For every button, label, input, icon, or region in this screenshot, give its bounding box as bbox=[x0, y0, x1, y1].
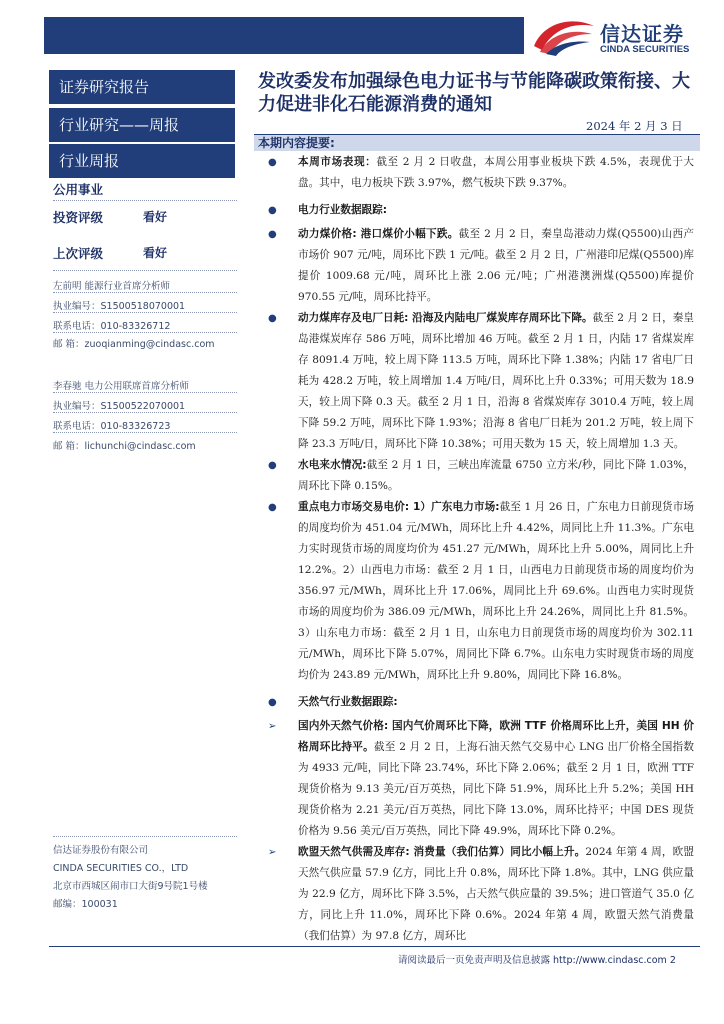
prev-rating-value: 看好 bbox=[143, 246, 168, 260]
item-text: 截至 2 月 2 日，秦皇岛港煤炭库存 586 万吨，周环比增加 46 万吨。截至 2 月 1 日，内陆 17 省煤炭库存 8091.4 万吨，较上周下降 113.5 万吨，周环比下降 1.38%；内陆 17 省电厂日耗为 428.2 万吨，较上周增加 1.4 万吨/日，周环比上升 0.33%；可用天数为 18.9 天，较上周下降 0.3 天。截至 2 月 1 日，沿海 8 省煤炭库存 3010.4 万吨，较上周下降 59.2 万吨，周环比下降 1.93%；沿海 8 省电厂日耗为 201.2 万吨，较上周下降 23.3 万吨/日，周环比下降 10.38%；可用天数为 15 天，较上周增加 1.3 天。 bbox=[298, 312, 694, 450]
analyst-license: 执业编号：S1500518070001 bbox=[53, 301, 186, 312]
summary-content bbox=[258, 152, 694, 947]
list-item bbox=[258, 692, 694, 713]
item-heading: 动力煤库存及电厂日耗: 沿海及内陆电厂煤炭库存周环比下降。 bbox=[298, 312, 593, 324]
item-heading: 本周市场表现： bbox=[298, 156, 377, 168]
item-heading: 动力煤价格: 港口煤价小幅下跌。 bbox=[298, 228, 459, 240]
item-heading: 欧盟天然气供需及库存: 消费量（我们估算）同比小幅上升。 bbox=[298, 846, 586, 858]
arrow-bullet-icon: ➢ bbox=[268, 721, 277, 732]
list-item bbox=[258, 224, 694, 308]
footer-disclaimer[interactable]: 请阅读最后一页免责声明及信息披露 http://www.cindasc.com 2 bbox=[398, 955, 676, 966]
dotted-divider bbox=[53, 270, 237, 271]
bullet-icon: ● bbox=[268, 697, 277, 708]
dotted-divider bbox=[53, 412, 237, 413]
dotted-divider bbox=[53, 432, 237, 433]
rating-value: 看好 bbox=[143, 210, 168, 224]
list-item bbox=[258, 455, 694, 497]
item-heading: 水电来水情况: bbox=[298, 459, 367, 471]
item-text: 截至 2 月 2 日，秦皇岛港动力煤(Q5500)山西产市场价 907 元/吨，周环比下跌 1 元/吨。截至 2 月 2 日，广州港印尼煤(Q5500)库提价 1009.68 元/吨，周环比上涨 2.06 元/吨；广州港澳洲煤(Q5500)库提价 970.55 元/吨，周环比持平。 bbox=[298, 228, 694, 303]
logo-english-name: CINDA SECURITIES bbox=[600, 44, 690, 55]
analyst-phone: 联系电话：010-83326723 bbox=[53, 421, 171, 432]
item-heading: 电力行业数据跟踪: bbox=[298, 204, 387, 216]
item-text: 截至 2 月 2 日收盘，本周公用事业板块下跌 4.5%，表现优于大盘。其中，电力板块下跌 3.97%，燃气板块下跌 9.37%。 bbox=[298, 156, 695, 189]
company-name: 信达证券股份有限公司 bbox=[53, 845, 149, 856]
logo-chinese-name: 信达证券 bbox=[600, 22, 684, 46]
item-text: 截至 2 月 2 日，上海石油天然气交易中心 LNG 出厂价格全国指数为 4933 元/吨，同比下降 23.74%，环比下降 2.06%；截至 2 月 1 日，欧洲 TTF 现货价格为 9.13 美元/百万英热，同比下降 51.9%，周环比上升 5.2%；美国 HH 现货价格为 2.21 美元/百万英热，同比下降 13.0%，周环比持平；中国 DES 现货价格为 9.56 美元/百万英热，同比下降 49.9%，周环比下降 0.2%。 bbox=[298, 741, 695, 837]
dotted-divider bbox=[53, 292, 237, 293]
sidebar bbox=[49, 66, 239, 946]
bullet-icon: ● bbox=[268, 502, 277, 513]
bullet-icon: ● bbox=[268, 157, 277, 168]
report-title: 发改委发布加强绿色电力证书与节能降碳政策衔接、大力促进非化石能源消费的通知 bbox=[258, 71, 690, 115]
summary-label: 本期内容提要: bbox=[258, 136, 335, 150]
item-heading: 天然气行业数据跟踪: bbox=[298, 696, 398, 708]
item-heading: 重点电力市场交易电价: 1）广东电力市场: bbox=[298, 501, 500, 513]
prev-rating-label: 上次评级 bbox=[53, 246, 104, 261]
item-text: 截至 2 月 1 日，三峡出库流量 6750 立方米/秒，同比下降 1.03%，周环比下降 0.15%。 bbox=[298, 459, 694, 492]
report-date: 2024 年 2 月 3 日 bbox=[586, 119, 683, 133]
list-item bbox=[258, 152, 694, 194]
list-item bbox=[258, 842, 694, 947]
cinda-logo bbox=[532, 14, 712, 60]
cinda-swoosh-icon bbox=[532, 16, 596, 56]
footer-divider bbox=[49, 946, 700, 947]
dotted-divider bbox=[53, 836, 237, 837]
item-text: 2024 年第 4 周，欧盟天然气供应量 57.9 亿方，同比上升 0.8%，周环比下降 1.8%。其中，LNG 供应量为 22.9 亿方，周环比下降 3.5%，占天然气供应量的 39.5%；进口管道气 35.0 亿方，同比上升 11.0%，周环比下降 0.6%。2024 年第 4 周，欧盟天然气消费量（我们估算）为 97.8 亿方，周环比 bbox=[298, 846, 694, 942]
arrow-bullet-icon: ➢ bbox=[268, 847, 277, 858]
analyst-email[interactable]: 邮 箱：lichunchi@cindasc.com bbox=[53, 441, 196, 452]
bullet-icon: ● bbox=[268, 460, 277, 471]
analyst-title: 李春驰 电力公用联席首席分析师 bbox=[53, 381, 190, 392]
report-type-label: 证券研究报告 bbox=[49, 70, 235, 104]
dotted-divider bbox=[53, 312, 237, 313]
dotted-divider bbox=[53, 332, 237, 333]
summary-header bbox=[254, 134, 700, 151]
category-label: 行业研究——周报 bbox=[49, 108, 235, 142]
list-item bbox=[258, 200, 694, 221]
analyst-email[interactable]: 邮 箱：zuoqianming@cindasc.com bbox=[53, 339, 215, 350]
item-heading: 国内外天然气价格: 国内气价周环比下降，欧洲 TTF 价格周环比上升，美国 HH 价格周环比持平。 bbox=[298, 720, 694, 753]
subcategory-label: 行业周报 bbox=[49, 144, 235, 178]
list-item bbox=[258, 308, 694, 455]
analyst-phone: 联系电话：010-83326712 bbox=[53, 321, 171, 332]
header-banner bbox=[44, 17, 524, 54]
bullet-icon: ● bbox=[268, 313, 277, 324]
bullet-icon: ● bbox=[268, 229, 277, 240]
list-item bbox=[258, 497, 694, 686]
industry-name: 公用事业 bbox=[53, 182, 104, 197]
company-postcode: 邮编：100031 bbox=[53, 899, 118, 910]
analyst-title: 左前明 能源行业首席分析师 bbox=[53, 281, 171, 292]
dotted-divider bbox=[53, 392, 237, 393]
bullet-icon: ● bbox=[268, 205, 277, 216]
company-address: 北京市西城区闹市口大街9号院1号楼 bbox=[53, 881, 208, 892]
company-name-en: CINDA SECURITIES CO.，LTD bbox=[53, 863, 189, 874]
rating-label: 投资评级 bbox=[53, 210, 104, 225]
dotted-divider bbox=[53, 200, 237, 201]
analyst-license: 执业编号：S1500522070001 bbox=[53, 401, 186, 412]
item-text: 截至 1 月 26 日，广东电力日前现货市场的周度均价为 451.04 元/MWh，周环比上升 4.42%，周同比上升 11.3%。广东电力实时现货市场的周度均价为 451.27 元/MWh，周环比上升 5.00%，周同比上升 12.2%。2）山西电力市场：截至 2 月 1 日，山西电力日前现货市场的周度均价为 356.97 元/MWh，周环比上升 17.06%，周同比上升 69.6%。山西电力实时现货市场的周度均价为 386.09 元/MWh，周环比上升 24.26%，周同比上升 81.5%。3）山东电力市场：截至 2 月 1 日，山东电力日前现货市场的周度均价为 302.11 元/MWh，周环比下降 5.07%，周同比下降 6.7%。山东电力实时现货市场的周度均价为 243.89 元/MWh，周环比上升 9.80%，周同比下降 16.8%。 bbox=[298, 501, 694, 681]
list-item bbox=[258, 716, 694, 842]
